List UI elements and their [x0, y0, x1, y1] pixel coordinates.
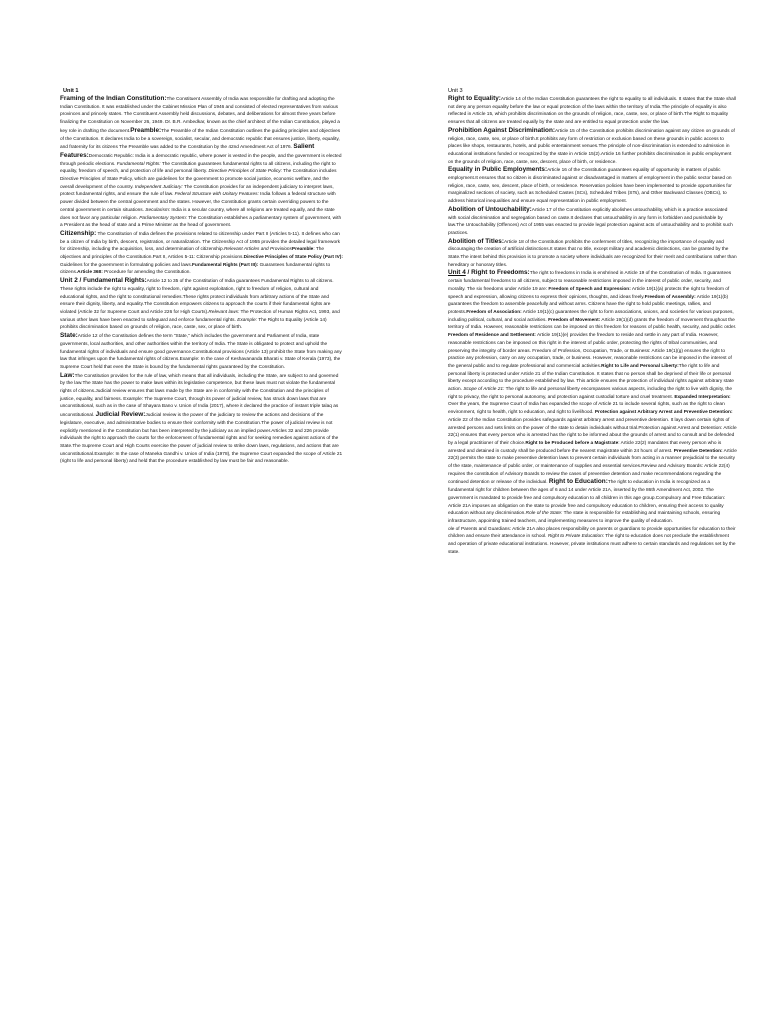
- label-fundamental-rights-part: Fundamental Rights (Part III):: [192, 262, 259, 268]
- text-prohibition-discrimination: Article 15 of the Constitution prohibits discrimination against any citizen on grounds of religion, race, caste, sex, or place of birth.It prohibits any form of restriction or exclusion based on these grounds in public access to places like shops, restaurants, hotels, and public entertainment venues.The principle of non-discrimination is extended to admission in educational institutions funded or recognized by the state in Article 15(2).Article 16 further prohibits discrimination in public employment on the grounds of religion, race, caste, sex, descent, place of birth, or residence.: [448, 128, 735, 165]
- prohibition-body: [448, 127, 737, 167]
- heading-unit-4: Unit 4: [448, 269, 466, 277]
- text-freedom-movement: Article 19(1)(d) grants the freedom of movement throughout the territory of India. However, reasonable restrictions can be imposed on this freedom for reasons of public health, security, and public order.: [448, 317, 737, 331]
- label-federal-structure: Federal Structure with Unitary Features:: [174, 192, 259, 198]
- text-dpsp: Guidelines for the government in formulating policies and laws.: [60, 262, 193, 268]
- unit-4-body: [448, 269, 737, 525]
- text-directive-principles: The Constitution includes Directive Principles of State Policy, which are guidelines for the government to promote social justice, economic welfare, and the overall development of the country.: [60, 169, 337, 190]
- text-federal-structure: India follows a federal structure with power divided between the central government and the states. However, the Constitution grants certain overriding powers to the central government in certain situations.: [60, 192, 336, 213]
- text-preamble-provision: : The objectives and principles of the Constitution.Part II, Articles 5-11: Citizenship provisions.: [60, 247, 325, 261]
- unit-1-body: [60, 95, 344, 230]
- text-expanded-interpretation: Over the years, the Supreme Court of India has expanded the scope of Article 21 to include several rights, such as the right to clean environment, right to health, right to education, and right to livelihood.: [448, 402, 725, 416]
- text-unit-2: Article 12 to 35 of the Constitution of India guarantees Fundamental Rights to all citizens. These rights include the right to equality, right to freedom, right against exploitation, right to freedom of religion, cultural and educational rights, and the right to constitutional remedies.These rights protect individuals from arbitrary actions of the State and ensure their dignity, liberty, and equality.The Constitution empowers citizens to approach the courts if their fundamental rights are violated (Article 32 for Supreme Court and Article 226 for High Courts).: [60, 279, 334, 315]
- label-freedom-movement: Freedom of Movement:: [548, 317, 601, 323]
- text-role-of-state: The state is responsible for establishing and maintaining schools, ensuring infrastructure, appointing trained teachers, and implementing measures to improve the quality of education.: [448, 511, 721, 524]
- heading-preamble: Preamble:: [130, 126, 162, 134]
- state-body: [60, 332, 344, 372]
- label-right-to-life: Right to Life and Personal Liberty:: [601, 363, 679, 369]
- label-freedom-speech: Freedom of Speech and Expression:: [548, 286, 631, 292]
- text-freedom-speech: Article 19(1)(a) protects the right to freedom of speech and expression, allowing citizens to express their opinions, thoughts, and ideas freely.: [448, 286, 730, 300]
- label-private-education: Right to Private Education:: [547, 534, 605, 540]
- text-freedom-association: Article 19(1)(c) guarantees the right to form associations, unions, and societies for various purposes, including political, cultural, and social activities.: [448, 309, 734, 323]
- text-arbitrary-arrest: Article 22 of the Indian Constitution provides safeguards against arbitrary arrest and preventive detention. It lays down certain rights of arrested persons and sets limits on the power of the state to detain individuals without trial.Protection against Arrest and Detention: Article 22(1) ensures that every person who is arrested has the right to be informed about the grounds of arrest and to consult and be defended by a legal practitioner of their choice.: [448, 417, 737, 446]
- text-parliamentary-system: The Constitution establishes a parliamentary system of government, with a President as the head of state and a Prime Minister as the head of government.: [60, 215, 342, 229]
- heading-titles: Abolition of Titles:: [448, 237, 504, 245]
- text-right-to-education: The right to education in India is recognized as a fundamental right for children between the ages of 6 and 14 under Article 21A, inserted by the 86th Amendment Act, 2002. The government is mandated to provide free and compulsory education to all children in this age group.Compulsory and Free Education: Article 21A imposes an obligation on the state to provide free and compulsory education to children, ensuring their access to quality education without any discrimination.: [448, 480, 726, 517]
- text-magistrate: : Article 22(2) mandates that every person who is arrested and detained in custody shall be produced before the nearest magistrate within 24 hours of arrest.: [448, 440, 722, 454]
- text-untouchability: Article 17 of the Constitution explicitly abolishes untouchability, which is a practice associated with social discrimination and segregation based on caste.It declares that untouchability in any form is forbidden and punishable by law.The Untouchability (Offences) Act of 1955 was enacted to provide legal protection against acts of untouchability and to prohibit such practices.: [448, 207, 733, 236]
- left-column: [60, 87, 344, 466]
- text-preamble: The Preamble of the Indian Constitution outlines the guiding principles and objectives of the Constitution. It declares India to be a sovereign, socialist, secular, and democratic republic that ensures justice, liberty, equality, and fraternity for its citizens The Preamble was added to the Constitution by the 42nd Amendment Act of 1976.: [60, 128, 341, 151]
- heading-law: Law:: [60, 371, 75, 379]
- label-preamble-provision: Preamble: [291, 247, 314, 253]
- text-titles: Article 18 of the Constitution prohibits the conferment of titles, recognizing the importance of equality and discouraging the creation of artificial distinctions.It states that no title, except military and academic distinctions, can be granted by the State.The intent behind this provision is to promote a society where individuals are recognized for their merit and contributions rather than hereditary or honorary titles.: [448, 239, 737, 268]
- text-salient-features: Democratic Republic: India is a democratic republic, where power is vested in the people, and the government is elected through periodic elections.: [60, 153, 342, 167]
- text-parents-guardians: ole of Parents and Guardians: Article 21A also places responsibility on parents or guardians to provide opportunities for education to their children and ensure their attendance in school.: [448, 526, 736, 540]
- text-freedom-assembly: Article 19(1)(b) guarantees the freedom to assemble peacefully and without arms. Citizens have the right to hold public meetings, rallies, and protests.: [448, 294, 729, 315]
- label-secularism: Secularism:: [145, 207, 171, 213]
- label-dpsp: Directive Principles of State Policy (Part IV):: [243, 255, 343, 261]
- heading-public-employment: Equality in Public Employments:: [448, 166, 548, 174]
- label-scope-article-21: Scope of Article 21:: [463, 387, 505, 393]
- text-citizenship: The Constitution of India defines the provisions related to citizenship under Part II (Articles 5-11). It defines who can be a citizen of India by birth, descent, registration, or naturalization. The Citizenship Act of 1955 provides the detailed legal framework for citizenship, including the acquisition, loss, and determination of citizenship.: [60, 231, 341, 253]
- label-magistrate: Right to be Produced before a Magistrate: [525, 440, 619, 446]
- citizenship-body: [60, 230, 344, 277]
- text-secularism: India is a secular country, where all religions are treated equally, and the state does not favor any particular religion.: [60, 207, 335, 221]
- heading-right-to-equality: Right to Equality:: [448, 95, 501, 102]
- text-independent-judiciary: The Constitution provides for an independent judiciary to interpret laws, protect fundamental rights, and ensure the rule of law.: [60, 184, 334, 198]
- text-freedom-residence: Article 19(1)(e) provides the freedom to reside and settle in any part of India. However, reasonable restrictions can be imposed on this right in the interest of public order, protecting the rights of tribal communities, and preserving the integrity of border areas. Freedom of Profession, Occupation, Trade, or Business: Article 19(1)(g) ensures the right to practice any profession, carry on any occupation, trade, or business. However, reasonable restrictions can be imposed in the interest of the general public and to regulate professional and commercial activities.: [448, 333, 732, 369]
- text-fundamental-rights: The Constitution guarantees fundamental rights to all citizens, including the right to equality, freedom of speech, and protection of life and personal liberty.: [60, 161, 336, 175]
- heading-salient-features: Salient Features:: [60, 143, 315, 159]
- heading-judicial-review: Judicial Review:: [95, 411, 146, 419]
- label-freedom-assembly: Freedom of Assembly:: [644, 294, 696, 300]
- unit-1-label: Unit 1: [63, 88, 79, 94]
- text-law: The Constitution provides for the rule of law, which means that all individuals, including the State, are subject to and governed by the law.The State has the power to make laws within its legislative competence, but these laws must not violate the fundamental rights of citizens.Judicial review ensures that laws made by the State are in conformity with the Constitution and the principles of justice, equality, and fairness. Example: The Supreme Court, through its power of judicial review, has struck down laws that are unconstitutional, such as in the case of Shayara Bano v. Union of India (2017), where it declared the practice of instant triple talaq as unconstitutional.: [60, 373, 339, 419]
- text-private-education: The right to education does not preclude the establishment and operation of private educational institutions. However, private institutions must adhere to certain standards and regulations set by the state.: [448, 534, 736, 555]
- unit-2-body: [60, 277, 344, 332]
- label-independent-judiciary: Independent Judiciary:: [134, 184, 183, 190]
- text-right-to-equality: Article 14 of the Indian Constitution guarantees the right to equality to all individuals. It states that the State shall not deny any person equality before the law or equal protection of the laws within the territory of India.The principle of equality is also reflected in Article 15, which prohibits discrimination on the grounds of religion, race, caste, sex, or place of birth.The Right to Equality ensures that all citizens are treated equally by the state and are entitled to equal protection under the law.: [448, 97, 736, 126]
- text-example-equality: The Right to Equality (Article 14) prohibits discrimination based on grounds of religion, race, caste, sex, or place of birth.: [60, 317, 327, 331]
- text-public-employment: Article 16 of the Constitution guarantees equality of opportunity in matters of public employment.It ensures that no citizen is discriminated against or disadvantaged in matters of employment in the public sector based on religion, race, caste, sex, descent, place of birth, or residence. Reservation policies have been implemented to provide opportunities for marginalized sections of society, such as Scheduled Castes (SCs), Scheduled Tribes (STs), and Other Backward Classes (OBCs), to address historical inequalities and ensure equal representation in public employment.: [448, 168, 732, 205]
- untouchability-body: [448, 206, 737, 238]
- right-column: [448, 87, 737, 556]
- heading-right-to-education: Right to Education:: [548, 478, 608, 486]
- heading-untouchability: Abolition of Untouchability:: [448, 205, 532, 213]
- label-arbitrary-arrest: Protection against Arbitrary Arrest and Preventive Detention:: [594, 410, 733, 416]
- text-right-to-freedoms: The right to freedoms in India is enshrined in Article 19 of the Constitution of India. It guarantees certain fundamental freedoms to all citizens, subject to reasonable restrictions imposed in the interest of public order, security, and morality. The six freedoms under Article 19 are:: [448, 271, 732, 292]
- label-freedom-association: Freedom of Association:: [466, 309, 522, 315]
- equality-body: [448, 95, 737, 127]
- heading-state: State:: [60, 332, 78, 340]
- text-right-to-life: The right to life and personal liberty is protected under Article 21 of the Indian Constitution. It states that no person shall be deprived of their life or personal liberty except according to the procedure established by law. This article ensures the protection of individual rights against arbitrary state action.: [448, 363, 734, 393]
- law-body: [60, 372, 344, 466]
- label-freedom-residence: Freedom of Residence and Settlement:: [448, 333, 536, 339]
- label-preventive-detention: Preventive Detention:: [673, 448, 723, 454]
- label-example-equality: Example:: [237, 317, 258, 323]
- label-article-368: Article 368:: [77, 270, 103, 276]
- text-fundamental-rights-part: Guarantees fundamental rights to citizens.: [60, 262, 331, 276]
- heading-citizenship: Citizenship:: [60, 229, 97, 237]
- label-relevant-articles: Relevant Articles and Provisions: [223, 247, 292, 253]
- unit-3-label: Unit 3: [448, 88, 463, 94]
- text-article-368: Procedure for amending the Constitution.: [102, 270, 191, 276]
- titles-body: [448, 238, 737, 270]
- text-relevant-laws: The Protection of Human Rights Act, 1993, and various other laws have been enacted to safeguard and enforce fundamental rights.: [60, 309, 340, 323]
- text-judicial-review: Judicial review is the power of the judiciary to review the actions and decisions of the legislature, executive, and administrative bodies to ensure their conformity with the Constitution.The power of judicial review is not explicitly mentioned in the Constitution but has been interpreted by the judiciary as an implied power.Articles 32 and 226 provide individuals the right to approach the courts for the enforcement of fundamental rights and for seeking remedies against actions of the State.The Supreme Court and High Courts exercise the power of judicial review to strike down laws, regulations, and actions that are unconstitutional.Example: In the case of Maneka Gandhi v. Union of India (1978), the Supreme Court expanded the scope of Article 21 (right to life and personal liberty) and held that the procedure established by law must be fair and reasonable.: [60, 413, 343, 465]
- parents-body: [448, 526, 737, 557]
- heading-prohibition-discrimination: Prohibition Against Discrimination:: [448, 126, 555, 134]
- text-state: Article 12 of the Constitution defines the term "State," which includes the government and Parliament of India, state governments, local authorities, and other authorities within the territory of India. The State is obligated to protect and uphold the fundamental rights of individuals and ensure good governance.Constitutional provisions (Article 13) prohibit the State from making any law that infringes upon the fundamental rights of citizens.Example: In the case of Keshavananda Bharati v. State of Kerala (1973), the Supreme Court held that even the State is bound by the fundamental rights guaranteed by the Constitution.: [60, 334, 342, 370]
- text-framing: The Constituent Assembly of India was responsible for drafting and adopting the Indian Constitution. It was established under the Cabinet Mission Plan of 1946 and consisted of elected representatives from various provinces and princely states. The Constituent Assembly held discussions, debates, and deliberations for almost three years before finalizing the Constitution on November 26, 1949. Dr. B.R. Ambedkar, known as the chief architect of the Indian Constitution, played a key role in drafting the document.: [60, 97, 340, 134]
- label-directive-principles: Directive Principles of State Policy:: [208, 169, 282, 175]
- heading-unit-2: Unit 2 / Fundamental Rights:: [60, 277, 147, 285]
- label-parliamentary-system: Parliamentary System:: [139, 215, 187, 221]
- label-expanded-interpretation: Expanded Interpretation:: [674, 394, 731, 400]
- text-scope-article-21: The right to life and personal liberty encompasses various aspects, including the right to live with dignity, the right to privacy, the right to personal autonomy, and protection against custodial torture and cruel treatment.: [448, 387, 733, 400]
- label-role-of-state: Role of the State:: [525, 511, 563, 517]
- employment-body: [448, 166, 737, 206]
- label-relevant-laws: Relevant laws:: [208, 309, 240, 315]
- heading-right-to-freedoms: / Right to Freedoms:: [465, 269, 530, 277]
- text-preventive-detention: Article 22(3) permits the state to make preventive detention laws to prevent certain individuals from acting in a manner prejudicial to the security of the state, maintenance of public order, or maintenance of supplies and essential services.Review and Advisory Boards: Article 22(4) requires the constitution of Advisory Boards to review the cases of preventive detention and make recommendations regarding the continued detention or release of the individual.: [448, 448, 737, 486]
- label-fundamental-rights: Fundamental Rights:: [116, 161, 161, 167]
- heading-framing: Framing of the Indian Constitution:: [60, 95, 167, 102]
